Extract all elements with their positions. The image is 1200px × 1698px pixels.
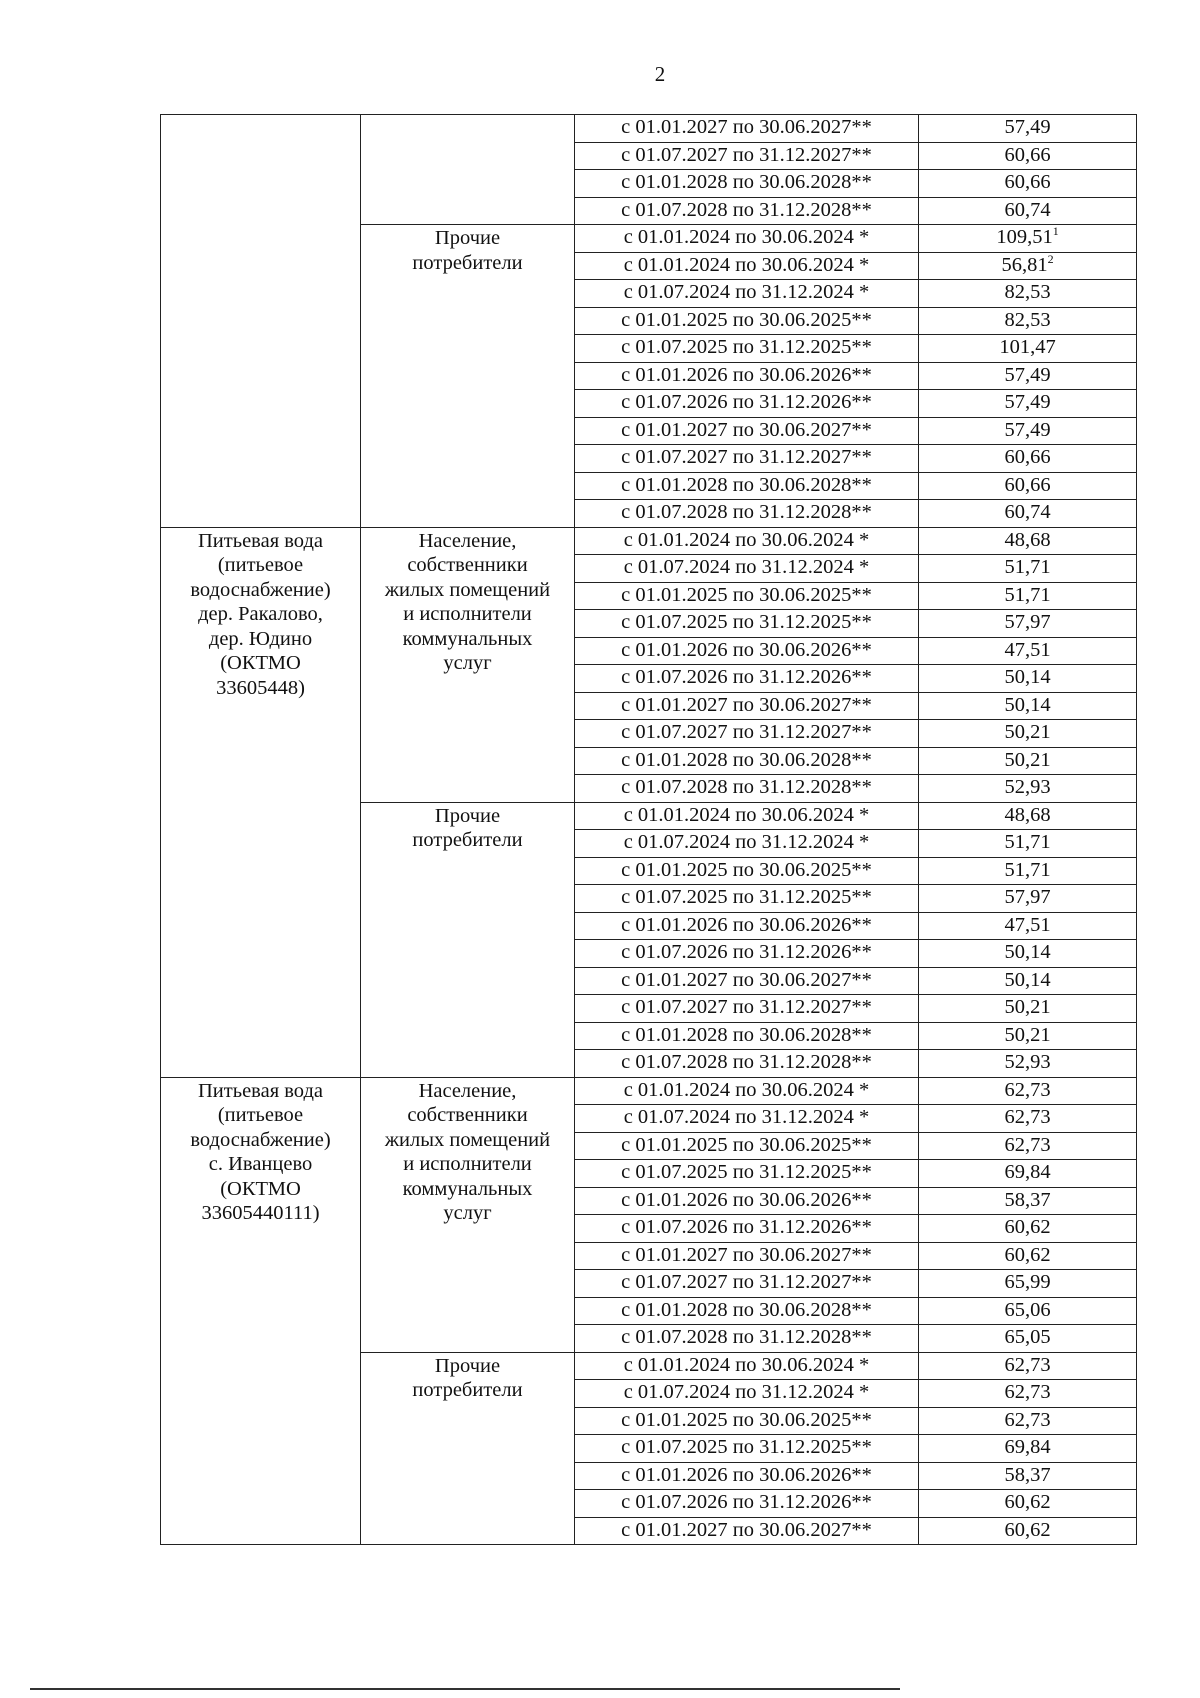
- period-cell: с 01.01.2024 по 30.06.2024 *: [575, 802, 919, 830]
- tariff-value: 57,49: [1004, 116, 1051, 138]
- tariff-table-body: [161, 115, 1137, 1545]
- period-cell: с 01.01.2027 по 30.06.2027**: [575, 115, 919, 143]
- tariff-value: 48,68: [1004, 528, 1051, 551]
- period-cell: с 01.07.2028 по 31.12.2028**: [575, 197, 919, 225]
- period-cell: с 01.01.2027 по 30.06.2027**: [575, 1242, 919, 1270]
- tariff-value: 58,37: [1004, 1463, 1051, 1486]
- tariff-value-cell: [919, 115, 1137, 143]
- tariff-value-cell: [919, 912, 1137, 940]
- tariff-value: 57,49: [1004, 391, 1051, 413]
- period-cell: с 01.07.2027 по 31.12.2027**: [575, 995, 919, 1023]
- tariff-value: 52,93: [1004, 776, 1051, 798]
- consumer-category-label: Прочие потребители: [412, 227, 523, 274]
- tariff-value-cell: [919, 390, 1137, 418]
- tariff-value-cell: [919, 1077, 1137, 1105]
- tariff-value-cell: [919, 1435, 1137, 1463]
- period-cell: с 01.07.2027 по 31.12.2027**: [575, 445, 919, 473]
- period-cell: с 01.01.2027 по 30.06.2027**: [575, 692, 919, 720]
- tariff-value: 65,99: [1004, 1271, 1051, 1293]
- tariff-value: 69,84: [1004, 1161, 1051, 1183]
- period-cell: с 01.01.2027 по 30.06.2027**: [575, 417, 919, 445]
- period-cell: с 01.07.2026 по 31.12.2026**: [575, 1490, 919, 1518]
- period-cell: с 01.07.2024 по 31.12.2024 *: [575, 555, 919, 583]
- tariff-value-cell: [919, 1297, 1137, 1325]
- tariff-value: 60,66: [1004, 143, 1051, 166]
- tariff-value-cell: [919, 967, 1137, 995]
- tariff-value: 60,66: [1004, 473, 1051, 496]
- tariff-value: 62,73: [1004, 1106, 1051, 1128]
- tariff-value-cell: [919, 1462, 1137, 1490]
- tariff-value: 51,71: [1004, 831, 1051, 853]
- footnote-marker: 2: [1047, 252, 1054, 266]
- service-group-cell: [161, 527, 361, 1077]
- period-cell: с 01.07.2024 по 31.12.2024 *: [575, 1105, 919, 1133]
- period-cell: с 01.01.2028 по 30.06.2028**: [575, 1022, 919, 1050]
- period-cell: с 01.07.2026 по 31.12.2026**: [575, 1215, 919, 1243]
- period-cell: с 01.01.2027 по 30.06.2027**: [575, 967, 919, 995]
- tariff-value: 57,49: [1004, 363, 1051, 386]
- period-cell: с 01.07.2025 по 31.12.2025**: [575, 610, 919, 638]
- period-cell: с 01.01.2026 по 30.06.2026**: [575, 1187, 919, 1215]
- period-cell: с 01.01.2026 по 30.06.2026**: [575, 637, 919, 665]
- tariff-value: 50,14: [1004, 666, 1051, 688]
- tariff-value-cell: [919, 142, 1137, 170]
- period-cell: с 01.01.2025 по 30.06.2025**: [575, 857, 919, 885]
- service-group-cell: [161, 1077, 361, 1545]
- consumer-category-cell: [361, 527, 575, 802]
- period-cell: с 01.01.2026 по 30.06.2026**: [575, 1462, 919, 1490]
- tariff-table: [160, 114, 1137, 1545]
- service-group-label: Питьевая вода (питьевое водоснабжение) дер. Ракалово, дер. Юдино (ОКТМО 33605448): [190, 529, 331, 699]
- tariff-value-cell: [919, 747, 1137, 775]
- consumer-category-cell: [361, 225, 575, 528]
- period-cell: с 01.07.2025 по 31.12.2025**: [575, 335, 919, 363]
- service-group-cell: [161, 115, 361, 528]
- tariff-value-cell: [919, 857, 1137, 885]
- tariff-value-cell: [919, 170, 1137, 198]
- consumer-category-label: Население, собственники жилых помещений и исполнители коммунальных услуг: [384, 529, 551, 674]
- tariff-value-cell: [919, 225, 1137, 253]
- period-cell: с 01.07.2026 по 31.12.2026**: [575, 665, 919, 693]
- period-cell: с 01.07.2025 по 31.12.2025**: [575, 885, 919, 913]
- tariff-value-cell: [919, 1105, 1137, 1133]
- tariff-value-cell: [919, 417, 1137, 445]
- consumer-category-label: Прочие потребители: [412, 1354, 523, 1401]
- period-cell: с 01.07.2026 по 31.12.2026**: [575, 940, 919, 968]
- period-cell: с 01.01.2028 по 30.06.2028**: [575, 472, 919, 500]
- period-cell: с 01.01.2026 по 30.06.2026**: [575, 362, 919, 390]
- tariff-value: 62,73: [1004, 1353, 1051, 1376]
- tariff-value: 50,21: [1004, 721, 1051, 743]
- tariff-value: 60,62: [1004, 1216, 1051, 1238]
- period-cell: с 01.01.2025 по 30.06.2025**: [575, 1407, 919, 1435]
- tariff-value-cell: [919, 252, 1137, 280]
- tariff-value-cell: [919, 940, 1137, 968]
- period-cell: с 01.01.2025 по 30.06.2025**: [575, 1132, 919, 1160]
- tariff-value: 56,81: [1001, 253, 1048, 276]
- tariff-value: 47,51: [1004, 638, 1051, 661]
- tariff-value: 60,66: [1004, 171, 1051, 193]
- tariff-value-cell: [919, 1517, 1137, 1545]
- tariff-value: 51,71: [1004, 556, 1051, 578]
- tariff-value-cell: [919, 527, 1137, 555]
- tariff-value: 57,97: [1004, 886, 1051, 908]
- period-cell: с 01.01.2024 по 30.06.2024 *: [575, 1352, 919, 1380]
- tariff-value: 62,73: [1004, 1381, 1051, 1403]
- period-cell: с 01.01.2027 по 30.06.2027**: [575, 1517, 919, 1545]
- tariff-value: 65,06: [1004, 1298, 1051, 1321]
- tariff-value: 109,51: [996, 226, 1053, 248]
- tariff-value: 82,53: [1004, 281, 1051, 303]
- period-cell: с 01.01.2028 по 30.06.2028**: [575, 1297, 919, 1325]
- service-group-label: Питьевая вода (питьевое водоснабжение) с. Иванцево (ОКТМО 33605440111): [190, 1079, 331, 1224]
- period-cell: с 01.01.2024 по 30.06.2024 *: [575, 252, 919, 280]
- tariff-value: 101,47: [999, 336, 1056, 358]
- tariff-value-cell: [919, 637, 1137, 665]
- tariff-value-cell: [919, 197, 1137, 225]
- tariff-value-cell: [919, 1270, 1137, 1298]
- tariff-value: 62,73: [1004, 1408, 1051, 1431]
- tariff-value-cell: [919, 775, 1137, 803]
- tariff-value: 60,62: [1004, 1491, 1051, 1513]
- tariff-value-cell: [919, 1325, 1137, 1353]
- tariff-value: 50,14: [1004, 693, 1051, 716]
- tariff-value: 82,53: [1004, 308, 1051, 331]
- period-cell: с 01.07.2026 по 31.12.2026**: [575, 390, 919, 418]
- period-cell: с 01.01.2025 по 30.06.2025**: [575, 307, 919, 335]
- period-cell: с 01.01.2025 по 30.06.2025**: [575, 582, 919, 610]
- tariff-value-cell: [919, 1132, 1137, 1160]
- period-cell: с 01.07.2028 по 31.12.2028**: [575, 1325, 919, 1353]
- period-cell: с 01.07.2024 по 31.12.2024 *: [575, 830, 919, 858]
- tariff-value: 48,68: [1004, 803, 1051, 826]
- tariff-value-cell: [919, 665, 1137, 693]
- consumer-category-label: Прочие потребители: [412, 804, 523, 851]
- period-cell: с 01.01.2024 по 30.06.2024 *: [575, 527, 919, 555]
- tariff-value-cell: [919, 885, 1137, 913]
- tariff-value: 62,73: [1004, 1078, 1051, 1101]
- tariff-value-cell: [919, 1050, 1137, 1078]
- tariff-value-cell: [919, 362, 1137, 390]
- tariff-value-cell: [919, 830, 1137, 858]
- period-cell: с 01.07.2027 по 31.12.2027**: [575, 720, 919, 748]
- tariff-value-cell: [919, 555, 1137, 583]
- tariff-value: 52,93: [1004, 1051, 1051, 1073]
- tariff-value-cell: [919, 1380, 1137, 1408]
- tariff-value: 60,74: [1004, 501, 1051, 523]
- tariff-value-cell: [919, 1242, 1137, 1270]
- tariff-value-cell: [919, 1352, 1137, 1380]
- tariff-value: 60,62: [1004, 1518, 1051, 1541]
- tariff-value: 57,49: [1004, 418, 1051, 441]
- table-row: [161, 527, 1137, 555]
- page-number: 2: [654, 62, 666, 86]
- tariff-value: 51,71: [1004, 583, 1051, 606]
- consumer-category-cell: [361, 802, 575, 1077]
- tariff-value-cell: [919, 995, 1137, 1023]
- table-row: [161, 115, 1137, 143]
- tariff-value-cell: [919, 307, 1137, 335]
- tariff-value: 57,97: [1004, 611, 1051, 633]
- tariff-value: 60,62: [1004, 1243, 1051, 1266]
- tariff-value-cell: [919, 720, 1137, 748]
- tariff-value-cell: [919, 500, 1137, 528]
- tariff-value-cell: [919, 335, 1137, 363]
- period-cell: с 01.07.2024 по 31.12.2024 *: [575, 1380, 919, 1408]
- tariff-value-cell: [919, 802, 1137, 830]
- consumer-category-cell: [361, 115, 575, 225]
- period-cell: с 01.07.2028 по 31.12.2028**: [575, 1050, 919, 1078]
- tariff-value-cell: [919, 280, 1137, 308]
- period-cell: с 01.01.2026 по 30.06.2026**: [575, 912, 919, 940]
- tariff-value: 62,73: [1004, 1133, 1051, 1156]
- period-cell: с 01.07.2027 по 31.12.2027**: [575, 142, 919, 170]
- tariff-value: 50,14: [1004, 941, 1051, 963]
- period-cell: с 01.01.2028 по 30.06.2028**: [575, 170, 919, 198]
- period-cell: с 01.07.2028 по 31.12.2028**: [575, 500, 919, 528]
- tariff-value-cell: [919, 1022, 1137, 1050]
- table-row: [161, 1077, 1137, 1105]
- consumer-category-cell: [361, 1352, 575, 1545]
- period-cell: с 01.01.2028 по 30.06.2028**: [575, 747, 919, 775]
- tariff-value-cell: [919, 1407, 1137, 1435]
- tariff-value-cell: [919, 610, 1137, 638]
- tariff-value: 50,21: [1004, 748, 1051, 771]
- tariff-value: 60,74: [1004, 198, 1051, 221]
- tariff-value: 69,84: [1004, 1436, 1051, 1458]
- tariff-value-cell: [919, 1187, 1137, 1215]
- tariff-value: 50,21: [1004, 1023, 1051, 1046]
- tariff-value: 50,21: [1004, 996, 1051, 1018]
- period-cell: с 01.01.2024 по 30.06.2024 *: [575, 225, 919, 253]
- footer-rule: [30, 1688, 900, 1690]
- period-cell: с 01.07.2025 по 31.12.2025**: [575, 1160, 919, 1188]
- tariff-value-cell: [919, 445, 1137, 473]
- footnote-marker: 1: [1052, 224, 1059, 239]
- consumer-category-cell: [361, 1077, 575, 1352]
- period-cell: с 01.07.2027 по 31.12.2027**: [575, 1270, 919, 1298]
- tariff-value: 50,14: [1004, 968, 1051, 991]
- period-cell: с 01.07.2028 по 31.12.2028**: [575, 775, 919, 803]
- tariff-value: 47,51: [1004, 913, 1051, 936]
- tariff-value-cell: [919, 692, 1137, 720]
- tariff-value: 58,37: [1004, 1188, 1051, 1211]
- tariff-value-cell: [919, 582, 1137, 610]
- period-cell: с 01.01.2024 по 30.06.2024 *: [575, 1077, 919, 1105]
- period-cell: с 01.07.2024 по 31.12.2024 *: [575, 280, 919, 308]
- tariff-value-cell: [919, 1160, 1137, 1188]
- tariff-value-cell: [919, 472, 1137, 500]
- consumer-category-label: Население, собственники жилых помещений и исполнители коммунальных услуг: [384, 1079, 551, 1224]
- tariff-value-cell: [919, 1490, 1137, 1518]
- tariff-value: 65,05: [1004, 1326, 1051, 1348]
- tariff-value-cell: [919, 1215, 1137, 1243]
- tariff-value: 51,71: [1004, 858, 1051, 881]
- tariff-value: 60,66: [1004, 446, 1051, 468]
- period-cell: с 01.07.2025 по 31.12.2025**: [575, 1435, 919, 1463]
